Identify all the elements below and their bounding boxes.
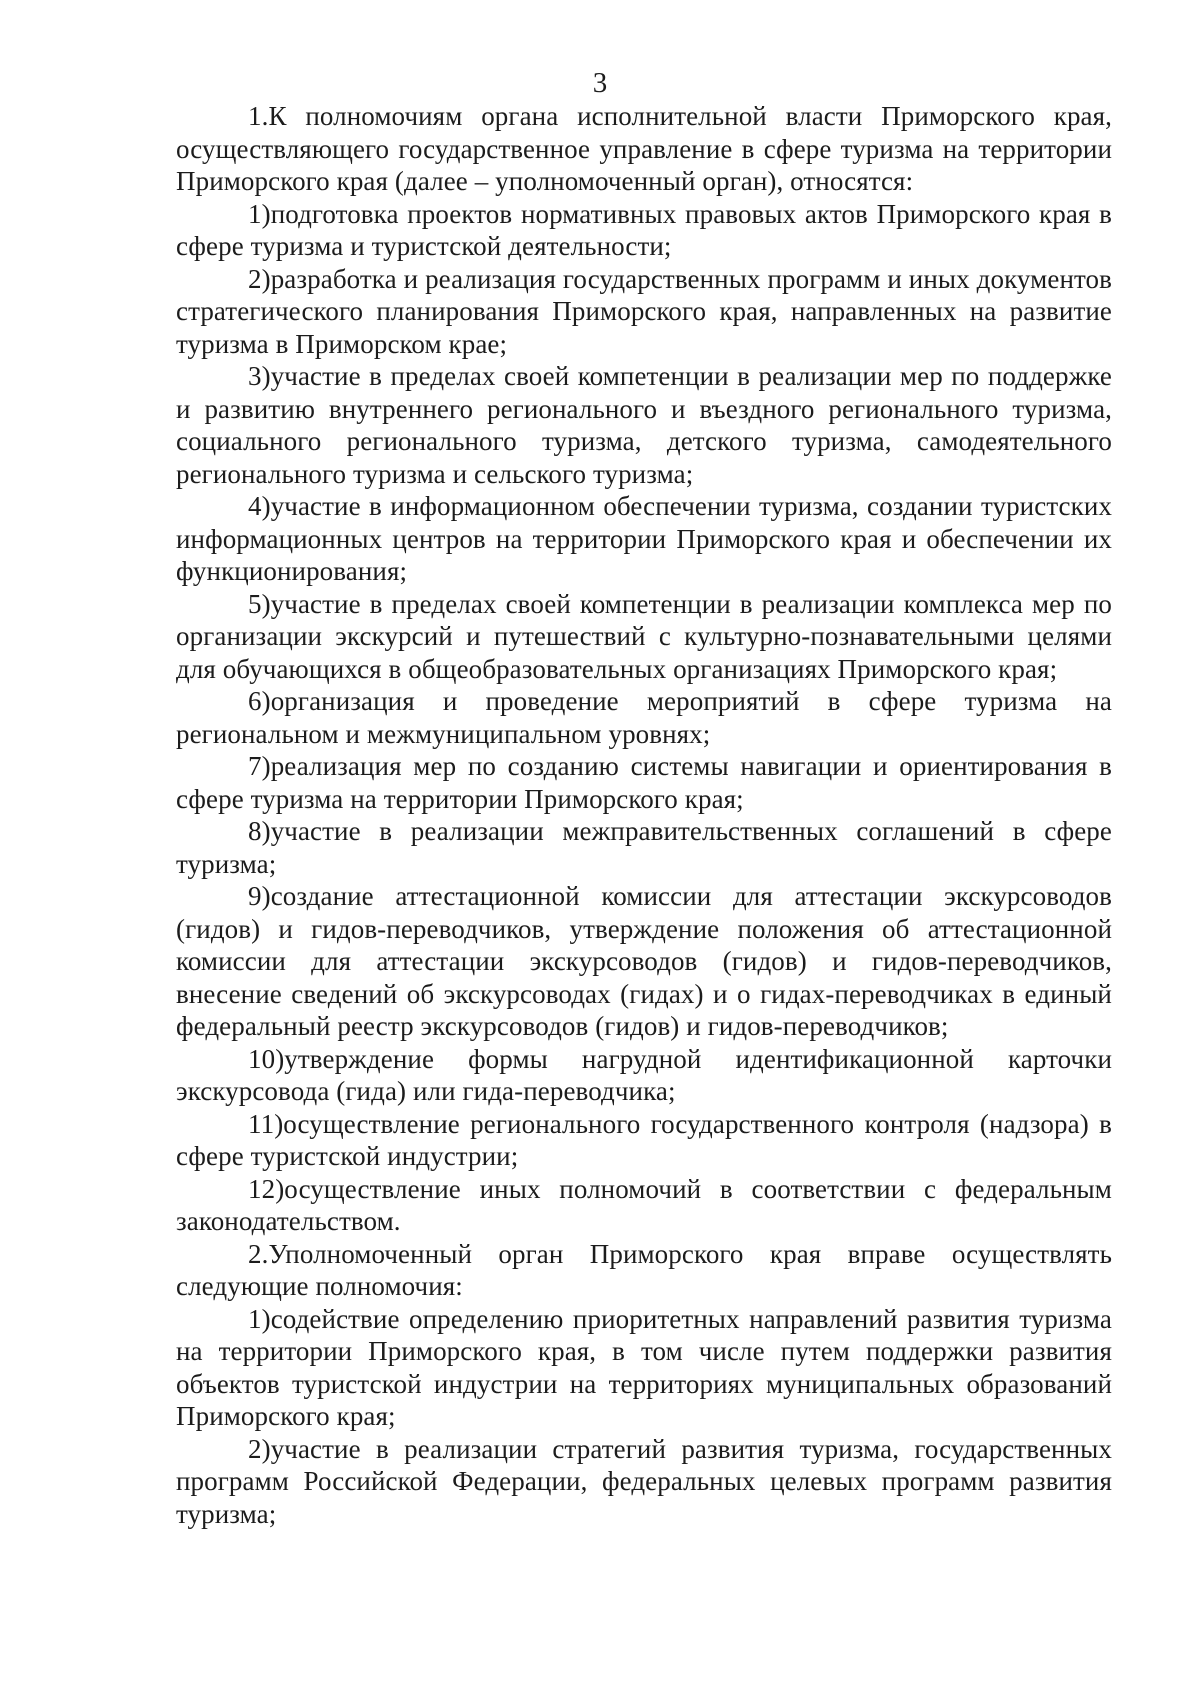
list-item-1-1: 1)подготовка проектов нормативных правовых актов Приморского края в сфере туризма и туристской деятельности; — [176, 198, 1112, 261]
paragraph-section-2-intro: 2.Уполномоченный орган Приморского края вправе осуществлять следующие полномочия: — [176, 1238, 1112, 1301]
document-body — [176, 100, 1112, 1530]
list-item-1-6: 6)организация и проведение мероприятий в сфере туризма на региональном и межмуниципальном уровнях; — [176, 686, 1112, 749]
list-item-2-2: 2)участие в реализации стратегий развития туризма, государственных программ Российской Федерации, федеральных целевых программ развития туризма; — [176, 1433, 1112, 1529]
list-item-1-11: 11)осуществление регионального государственного контроля (надзора) в сфере туристской индустрии; — [176, 1108, 1112, 1171]
page-number: 3 — [592, 67, 608, 99]
list-item-1-4: 4)участие в информационном обеспечении туризма, создании туристских информационных центров на территории Приморского края и обеспечении их функционирования; — [176, 491, 1112, 586]
list-item-1-2: 2)разработка и реализация государственных программ и иных документов стратегического планирования Приморского края, направленных на развитие туризма в Приморском крае; — [176, 263, 1112, 359]
list-item-1-9: 9)создание аттестационной комиссии для аттестации экскурсоводов (гидов) и гидов-переводчиков, утверждение положения об аттестационной комиссии для аттестации экскурсоводов (гидов) и гидов-переводчиков, внесение сведений об экскурсоводах (гидах) и о гидах-переводчиках в единый федеральный реестр экскурсоводов (гидов) и гидов-переводчиков; — [176, 881, 1112, 1041]
list-item-1-10: 10)утверждение формы нагрудной идентификационной карточки экскурсовода (гида) или гида-переводчика; — [176, 1043, 1112, 1106]
list-item-1-5: 5)участие в пределах своей компетенции в реализации комплекса мер по организации экскурсий и путешествий с культурно-познавательными целями для обучающихся в общеобразовательных организациях Приморского края; — [176, 588, 1112, 684]
list-item-1-7: 7)реализация мер по созданию системы навигации и ориентирования в сфере туризма на территории Приморского края; — [176, 751, 1112, 814]
list-item-2-1: 1)содействие определению приоритетных направлений развития туризма на территории Приморского края, в том числе путем поддержки развития объектов туристской индустрии на территориях муниципальных образований Приморского края; — [176, 1303, 1112, 1431]
paragraph-section-1-intro: 1.К полномочиям органа исполнительной власти Приморского края, осуществляющего государственное управление в сфере туризма на территории Приморского края (далее – уполномоченный орган), относятся: — [176, 101, 1112, 196]
list-item-1-3: 3)участие в пределах своей компетенции в реализации мер по поддержке и развитию внутреннего регионального и въездного регионального туризма, социального регионального туризма, детского туризма, самодеятельного регионального туризма и сельского туризма; — [176, 361, 1112, 489]
list-item-1-12: 12)осуществление иных полномочий в соответствии с федеральным законодательством. — [176, 1173, 1112, 1236]
list-item-1-8: 8)участие в реализации межправительственных соглашений в сфере туризма; — [176, 816, 1112, 879]
